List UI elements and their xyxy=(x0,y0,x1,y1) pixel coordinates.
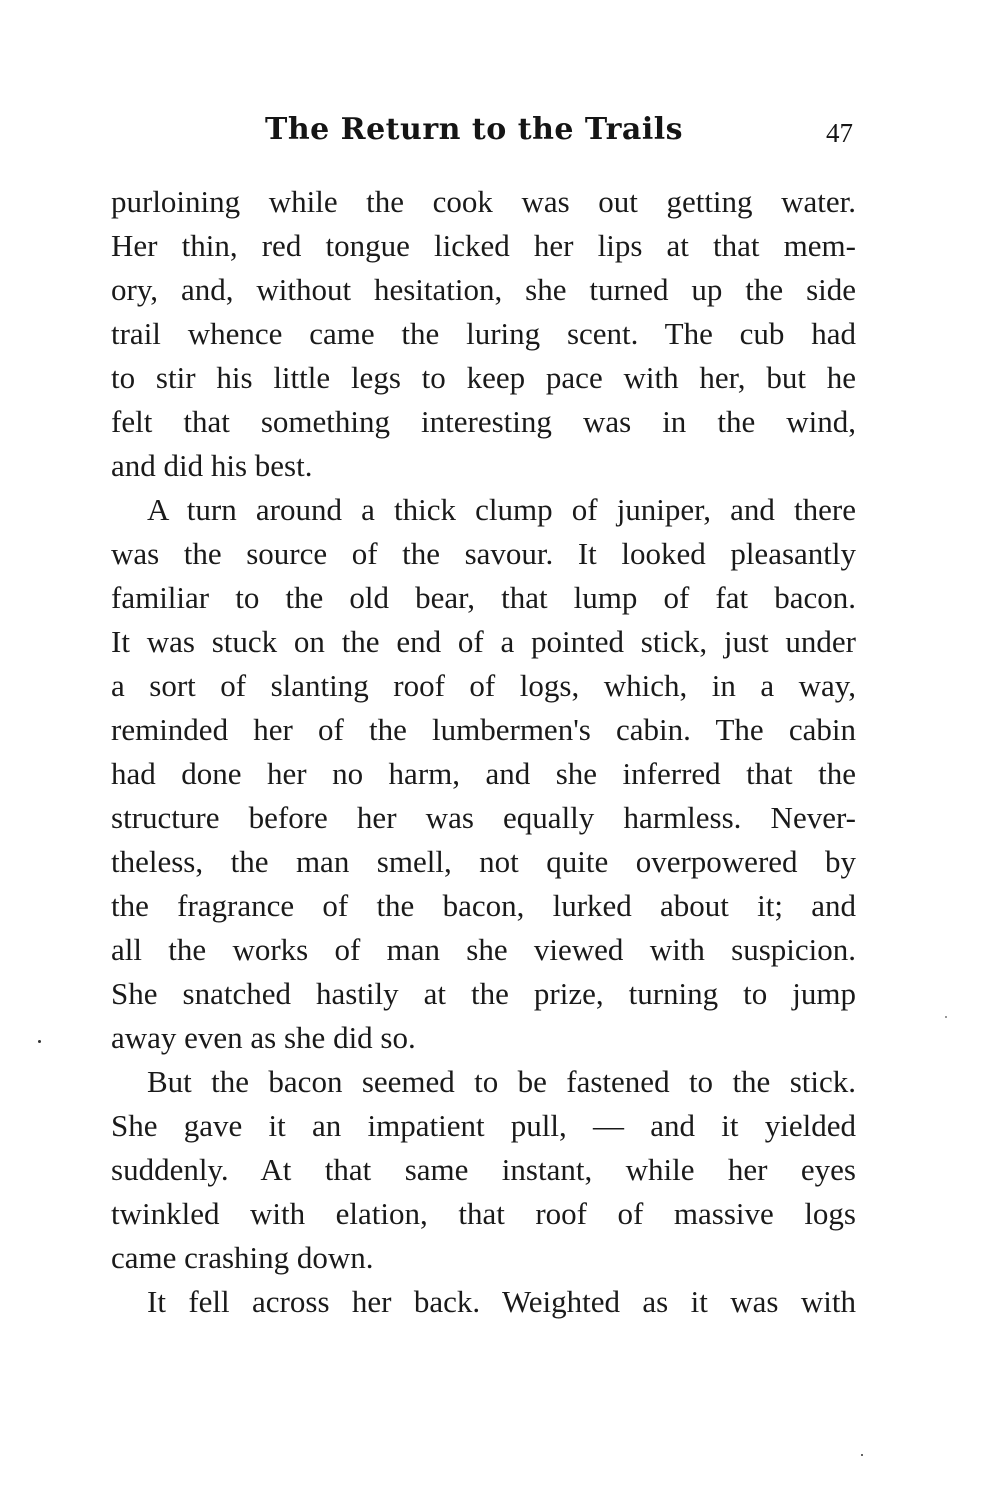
text-line: a sort of slanting roof of logs, which, in a way, xyxy=(111,668,856,703)
text-line: A turn around a thick clump of juniper, and there xyxy=(147,492,856,527)
text-line: ory, and, without hesitation, she turned up the side xyxy=(111,272,856,307)
text-line: had done her no harm, and she inferred that the xyxy=(111,756,856,791)
text-line: and did his best. xyxy=(111,448,313,483)
text-line: It was stuck on the end of a pointed stick, just under xyxy=(111,624,856,659)
text-line: suddenly. At that same instant, while her eyes xyxy=(111,1152,856,1187)
running-head xyxy=(110,112,855,156)
text-line: structure before her was equally harmless. Never- xyxy=(111,800,856,835)
text-line: came crashing down. xyxy=(111,1240,374,1275)
text-line: felt that something interesting was in the wind, xyxy=(111,404,856,439)
text-line: all the works of man she viewed with suspicion. xyxy=(111,932,856,967)
page-number: 47 xyxy=(826,118,853,148)
text-line: purloining while the cook was out getting water. xyxy=(111,184,856,219)
text-line: But the bacon seemed to be fastened to the stick. xyxy=(147,1064,856,1099)
scan-speck xyxy=(945,1016,947,1018)
text-line: theless, the man smell, not quite overpowered by xyxy=(111,844,856,879)
text-line: was the source of the savour. It looked pleasantly xyxy=(111,536,856,571)
text-line: to stir his little legs to keep pace with her, but he xyxy=(111,360,856,395)
scan-speck xyxy=(38,1040,41,1043)
text-line: She snatched hastily at the prize, turning to jump xyxy=(111,976,856,1011)
text-line: the fragrance of the bacon, lurked about it; and xyxy=(111,888,856,923)
text-line: twinkled with elation, that roof of massive logs xyxy=(111,1196,856,1231)
text-line: Her thin, red tongue licked her lips at that mem- xyxy=(111,228,856,263)
text-line: It fell across her back. Weighted as it was with xyxy=(147,1284,856,1319)
scan-speck xyxy=(861,1454,863,1456)
text-line: familiar to the old bear, that lump of fat bacon. xyxy=(111,580,856,615)
running-title: The Return to the Trails xyxy=(265,112,683,147)
text-line: away even as she did so. xyxy=(111,1020,416,1055)
text-line: She gave it an impatient pull, — and it yielded xyxy=(111,1108,856,1143)
body-text xyxy=(111,180,856,1324)
text-line: trail whence came the luring scent. The cub had xyxy=(111,316,856,351)
text-line: reminded her of the lumbermen's cabin. The cabin xyxy=(111,712,856,747)
